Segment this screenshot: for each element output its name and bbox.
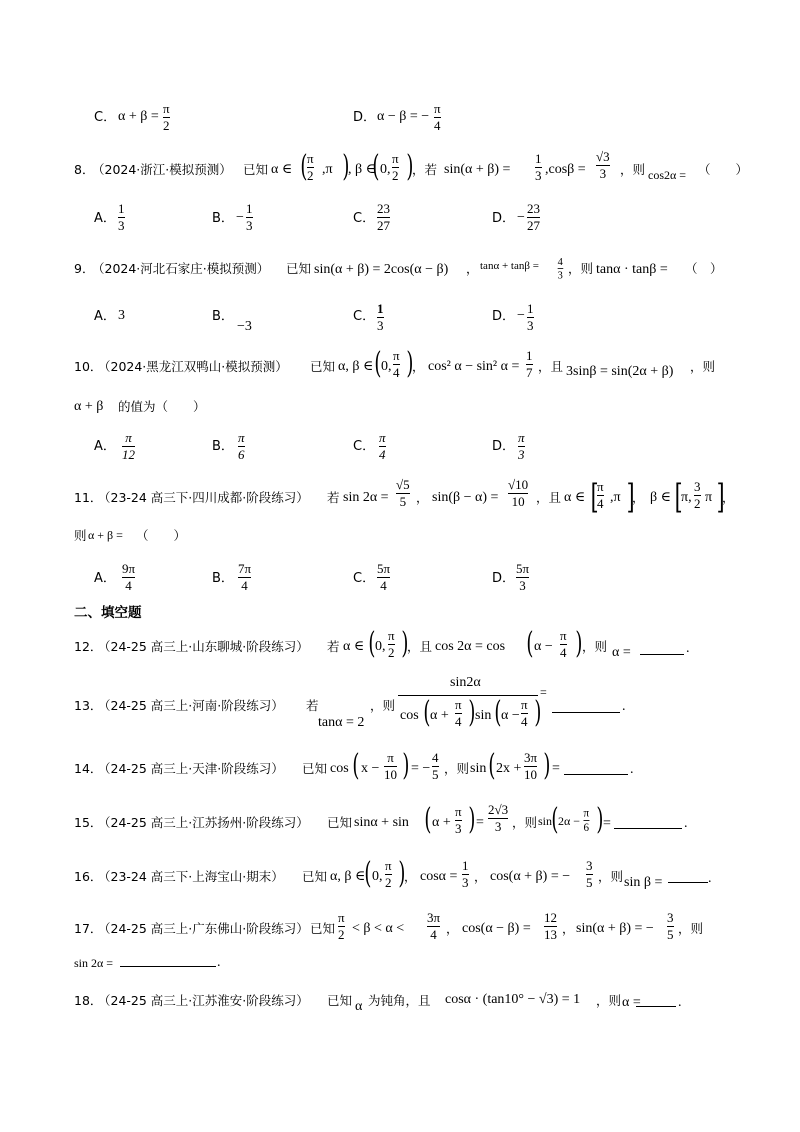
condition-alpha: α ∈ bbox=[271, 162, 293, 177]
answer-paren[interactable]: （ ） bbox=[685, 261, 723, 276]
q8-options bbox=[0, 198, 800, 238]
expression: sin bbox=[538, 814, 553, 828]
condition-zero: 0, bbox=[380, 162, 391, 177]
question-15 bbox=[0, 802, 800, 842]
expression-fraction: 3 5 bbox=[667, 910, 674, 942]
question-text: 若 bbox=[327, 490, 340, 505]
equals: = bbox=[603, 816, 611, 831]
bracket-left: [ bbox=[674, 477, 683, 517]
question-text: 若 bbox=[306, 698, 319, 713]
paren-left: ( bbox=[364, 856, 372, 891]
option-sign: − bbox=[517, 308, 525, 323]
paren-right: ) bbox=[402, 748, 410, 783]
paren-right: ) bbox=[596, 802, 604, 837]
question-16 bbox=[0, 856, 800, 896]
option-a-label[interactable]: A． bbox=[94, 309, 116, 324]
expression: sin(α + β) = − bbox=[576, 921, 654, 936]
condition-alpha: α ∈ bbox=[343, 639, 365, 654]
question-17 bbox=[0, 908, 800, 948]
expression: ,cosβ = bbox=[545, 162, 586, 177]
question-text: ，则 bbox=[512, 815, 538, 830]
denominator-fraction: π 4 bbox=[455, 697, 462, 729]
question-text: ，则 bbox=[582, 639, 608, 654]
bracket-left: [ bbox=[590, 477, 599, 517]
option-c-value: 5π 4 bbox=[377, 561, 391, 593]
question-number: 17． bbox=[74, 921, 103, 936]
question-source: （24-25 高三上·河南·阶段练习） bbox=[98, 698, 284, 713]
denominator-inner: α − bbox=[501, 708, 520, 723]
condition-fraction: π 2 bbox=[338, 910, 345, 942]
question-ask: sin β = bbox=[624, 875, 663, 890]
question-source: （2024·浙江·模拟预测） bbox=[92, 162, 232, 177]
paren-left: ( bbox=[526, 626, 534, 661]
answer-blank[interactable] bbox=[564, 774, 628, 775]
paren-left: ( bbox=[494, 695, 502, 730]
option-b-label[interactable]: B． bbox=[212, 309, 234, 324]
question-text: ，则 bbox=[598, 869, 624, 884]
question-text: ， bbox=[416, 490, 429, 505]
option-d-label[interactable]: D． bbox=[353, 110, 377, 125]
period: . bbox=[686, 641, 690, 656]
paren-left: ( bbox=[300, 149, 308, 184]
question-number: 15． bbox=[74, 815, 103, 830]
question-text: 为钝角，且 bbox=[368, 993, 431, 1008]
answer-blank[interactable] bbox=[614, 828, 682, 829]
expression: α + β bbox=[74, 399, 104, 414]
expression-fraction: π 6 bbox=[583, 806, 590, 834]
question-text: ， bbox=[412, 359, 425, 374]
expression: tanα + tanβ = bbox=[480, 260, 539, 272]
question-source: （2024·河北石家庄·模拟预测） bbox=[92, 261, 270, 276]
expression: cos 2α = cos bbox=[435, 639, 506, 654]
paren-right: ) bbox=[342, 149, 350, 184]
option-sign: − bbox=[517, 210, 525, 225]
expression-fraction: 3 5 bbox=[586, 858, 593, 890]
period: . bbox=[630, 762, 634, 777]
expression: 3sinβ = sin(2α + β) bbox=[566, 364, 674, 379]
option-a-label[interactable]: A． bbox=[94, 439, 116, 454]
condition-beta: β ∈ bbox=[650, 490, 671, 505]
option-d-label[interactable]: D． bbox=[492, 211, 516, 226]
condition-fraction: π 2 bbox=[392, 151, 399, 183]
expression-inner: x − bbox=[361, 761, 380, 776]
question-text: ，若 bbox=[412, 162, 438, 177]
value-fraction: 4 5 bbox=[432, 750, 439, 782]
expression: sin(α + β) = bbox=[444, 162, 511, 177]
option-b-value: −3 bbox=[237, 319, 252, 334]
question-number: 11． bbox=[74, 490, 103, 505]
option-a-label[interactable]: A． bbox=[94, 211, 116, 226]
expression-fraction: π 3 bbox=[455, 804, 462, 836]
condition-fraction: π 2 bbox=[385, 858, 392, 890]
paren-left: ( bbox=[368, 626, 376, 661]
question-source: （24-25 高三上·广东佛山·阶段练习） bbox=[98, 921, 309, 936]
paren-right: ) bbox=[406, 149, 414, 184]
expression-fraction: 1 3 bbox=[535, 151, 542, 183]
option-c-label[interactable]: C． bbox=[353, 439, 376, 454]
paren-right: ) bbox=[575, 626, 583, 661]
option-c-label[interactable]: C． bbox=[353, 571, 376, 586]
condition-beta: , β ∈ bbox=[348, 162, 376, 177]
question-12 bbox=[0, 626, 800, 666]
question-number: 9． bbox=[74, 261, 95, 276]
answer-blank[interactable] bbox=[668, 882, 708, 883]
variable: α bbox=[355, 999, 363, 1014]
question-source: （24-25 高三上·江苏淮安·阶段练习） bbox=[98, 993, 309, 1008]
condition-head: π, bbox=[681, 490, 692, 505]
paren-right: ) bbox=[401, 626, 409, 661]
bracket-right: ] bbox=[626, 477, 635, 517]
option-c-value: 23 27 bbox=[377, 201, 390, 233]
expression-fraction: 12 13 bbox=[544, 910, 557, 942]
denominator-inner: α + bbox=[430, 708, 449, 723]
question-number: 10． bbox=[74, 359, 103, 374]
period: . bbox=[622, 699, 626, 714]
expression-inner: 2x + bbox=[496, 761, 522, 776]
bracket-right: ] bbox=[716, 477, 725, 517]
equals: = bbox=[540, 685, 547, 699]
condition-alpha: α ∈ bbox=[564, 490, 586, 505]
q11-options bbox=[0, 558, 800, 598]
expression: cosα = bbox=[420, 869, 458, 884]
period: . bbox=[678, 995, 682, 1010]
answer-blank[interactable] bbox=[636, 1006, 676, 1007]
question-text: ，则 bbox=[596, 993, 622, 1008]
question-text: 已知 bbox=[327, 993, 353, 1008]
condition-tail: ,π bbox=[610, 490, 621, 505]
expression: sin bbox=[470, 761, 487, 776]
paren-left: ( bbox=[551, 802, 559, 837]
expression-fraction: √10 10 bbox=[508, 477, 529, 509]
expression-fraction: 1 3 bbox=[462, 858, 469, 890]
question-text: 已知 bbox=[302, 869, 328, 884]
expression: sin(α + β) = 2cos(α − β) bbox=[314, 262, 449, 277]
question-18 bbox=[0, 980, 800, 1020]
option-d-value: 5π 3 bbox=[516, 561, 530, 593]
option-d-label[interactable]: D． bbox=[492, 439, 516, 454]
paren-right: ) bbox=[406, 346, 414, 381]
condition: < β < α < bbox=[352, 921, 405, 936]
option-b-value: 7π 4 bbox=[238, 561, 252, 593]
q7-options bbox=[0, 100, 800, 140]
value-fraction: 2√3 3 bbox=[488, 802, 509, 834]
condition: tanα = 2 bbox=[318, 715, 365, 730]
period: . bbox=[217, 955, 221, 970]
denominator-sin: sin bbox=[475, 708, 492, 723]
option-d-label[interactable]: D． bbox=[492, 571, 516, 586]
question-ask: tanα · tanβ = bbox=[596, 262, 668, 277]
question-number: 13． bbox=[74, 698, 103, 713]
question-source: （24-25 高三上·山东聊城·阶段练习） bbox=[98, 639, 309, 654]
option-a-label[interactable]: A． bbox=[94, 571, 116, 586]
question-text: ，且 bbox=[407, 639, 433, 654]
question-number: 8． bbox=[74, 162, 95, 177]
question-source: （23-24 高三下·上海宝山·期末） bbox=[98, 869, 284, 884]
question-text: ， bbox=[562, 921, 575, 936]
question-text: ， bbox=[404, 869, 417, 884]
paren-right: ) bbox=[534, 695, 542, 730]
expression-inner: 2α − bbox=[558, 814, 581, 828]
section-title: 二、填空题 bbox=[74, 605, 142, 621]
question-text: ， bbox=[446, 921, 459, 936]
question-text: 已知 bbox=[286, 261, 312, 276]
option-c-fraction: π 2 bbox=[163, 101, 170, 133]
question-text: 已知 bbox=[327, 815, 353, 830]
option-a-value: 1 3 bbox=[118, 201, 125, 233]
expression: cosα · (tan10° − √3) = 1 bbox=[445, 992, 581, 1007]
option-b-value: π 6 bbox=[238, 430, 245, 462]
question-source: （2024·黑龙江双鸭山·模拟预测） bbox=[98, 359, 288, 374]
question-10-line2 bbox=[0, 390, 800, 430]
option-c-expr: α + β = bbox=[118, 109, 159, 124]
question-ask: sin 2α = bbox=[74, 956, 114, 970]
option-d-expr: α − β = − bbox=[377, 109, 430, 124]
question-ask: cos2α = bbox=[648, 168, 687, 182]
question-text: ，则 bbox=[370, 698, 396, 713]
answer-blank[interactable] bbox=[640, 654, 684, 655]
condition-zero: 0, bbox=[381, 359, 392, 374]
paren-right: ) bbox=[468, 802, 476, 837]
expression: α + β = bbox=[88, 528, 123, 542]
question-text: ，则 bbox=[620, 162, 646, 177]
expression: sin(β − α) = bbox=[432, 490, 499, 505]
expression: sinα + sin bbox=[354, 815, 409, 830]
question-text: 的值为（ ） bbox=[118, 399, 206, 414]
question-ask: α = bbox=[612, 645, 631, 660]
question-11-line2 bbox=[0, 522, 800, 562]
condition-fraction: π 2 bbox=[307, 151, 314, 183]
question-text: ，则 bbox=[568, 261, 594, 276]
option-c-value: π 4 bbox=[379, 430, 386, 462]
answer-blank[interactable] bbox=[120, 966, 216, 967]
answer-paren[interactable]: （ ） bbox=[698, 162, 749, 177]
option-b-label[interactable]: B． bbox=[212, 211, 234, 226]
expression-inner: α − bbox=[534, 639, 553, 654]
question-number: 16． bbox=[74, 869, 103, 884]
expression-fraction: 1 7 bbox=[526, 348, 533, 380]
option-d-label[interactable]: D． bbox=[492, 309, 516, 324]
option-d-value: 23 27 bbox=[527, 201, 540, 233]
condition-fraction: π 4 bbox=[393, 348, 400, 380]
equals: = bbox=[552, 761, 560, 776]
expression: cos(α + β) = − bbox=[490, 869, 571, 884]
expression-fraction: π 10 bbox=[384, 750, 397, 782]
paren-left: ( bbox=[352, 748, 360, 783]
answer-paren[interactable]: （ ） bbox=[136, 528, 187, 543]
denominator-cos: cos bbox=[400, 708, 419, 723]
option-b-label[interactable]: B． bbox=[212, 571, 234, 586]
expression-fraction: 4 3 bbox=[557, 255, 563, 281]
condition-fraction: π 4 bbox=[597, 479, 604, 511]
q10-options bbox=[0, 428, 800, 468]
paren-right: ) bbox=[398, 856, 406, 891]
question-11 bbox=[0, 476, 800, 516]
question-source: （24-25 高三上·江苏扬州·阶段练习） bbox=[98, 815, 309, 830]
condition-fraction: π 2 bbox=[388, 628, 395, 660]
condition-zero: 0, bbox=[375, 639, 386, 654]
expression-fraction: √5 5 bbox=[396, 477, 410, 509]
option-b-value: 1 3 bbox=[246, 201, 253, 233]
question-13 bbox=[0, 672, 800, 732]
paren-left: ( bbox=[424, 802, 432, 837]
condition-zero: 0, bbox=[372, 869, 383, 884]
condition-fraction: 3 2 bbox=[694, 479, 701, 511]
question-9 bbox=[0, 253, 800, 293]
question-source: （24-25 高三上·天津·阶段练习） bbox=[98, 761, 284, 776]
question-8 bbox=[0, 148, 800, 188]
equals: = bbox=[476, 815, 484, 830]
question-ask: α = bbox=[622, 995, 641, 1010]
condition-tail: π bbox=[705, 490, 713, 505]
expression: sin 2α = bbox=[343, 490, 389, 505]
question-14 bbox=[0, 748, 800, 788]
paren-right: ) bbox=[468, 695, 476, 730]
question-text: ， bbox=[466, 261, 479, 276]
question-text: ，且 bbox=[538, 359, 564, 374]
expression: cos² α − sin² α = bbox=[428, 359, 520, 374]
paren-left: ( bbox=[374, 346, 382, 381]
equals: = − bbox=[411, 761, 431, 776]
question-number: 14． bbox=[74, 761, 103, 776]
option-b-label[interactable]: B． bbox=[212, 439, 234, 454]
question-source: （23-24 高三下·四川成都·阶段练习） bbox=[98, 490, 309, 505]
question-text: ，则 bbox=[678, 921, 704, 936]
question-text: ， bbox=[722, 490, 735, 505]
expression: cos bbox=[330, 761, 349, 776]
option-c-label[interactable]: C． bbox=[353, 309, 376, 324]
expression-inner: α + bbox=[432, 815, 451, 830]
option-a-value: 9π 4 bbox=[122, 561, 136, 593]
expression-fraction: 3π 10 bbox=[524, 750, 538, 782]
paren-left: ( bbox=[488, 748, 496, 783]
option-sign: − bbox=[236, 210, 244, 225]
q9-options bbox=[0, 300, 800, 340]
option-d-value: 1 3 bbox=[527, 301, 534, 333]
question-text: 若 bbox=[327, 639, 340, 654]
period: . bbox=[708, 871, 712, 886]
option-c-value: 1 3 bbox=[377, 301, 384, 333]
question-text: 已知 bbox=[310, 921, 336, 936]
question-text: 已知 bbox=[243, 162, 269, 177]
expression-fraction: √3 3 bbox=[596, 149, 610, 181]
period: . bbox=[684, 816, 688, 831]
denominator-fraction: π 4 bbox=[521, 697, 528, 729]
question-number: 12． bbox=[74, 639, 103, 654]
expression: cos(α − β) = bbox=[462, 921, 531, 936]
condition: α, β ∈ bbox=[338, 359, 374, 374]
option-c-label[interactable]: C． bbox=[94, 110, 117, 125]
option-d-value: π 3 bbox=[518, 430, 525, 462]
option-c-label[interactable]: C． bbox=[353, 211, 376, 226]
condition-tail: ,π bbox=[322, 162, 333, 177]
question-text: ，则 bbox=[444, 761, 470, 776]
question-text: ， bbox=[474, 869, 487, 884]
question-text: 已知 bbox=[310, 359, 336, 374]
option-a-value: π 12 bbox=[122, 430, 135, 462]
option-a-value: 3 bbox=[118, 308, 125, 323]
paren-left: ( bbox=[372, 149, 380, 184]
question-text: 已知 bbox=[302, 761, 328, 776]
option-d-fraction: π 4 bbox=[434, 101, 441, 133]
question-text: ，且 bbox=[536, 490, 562, 505]
question-10 bbox=[0, 347, 800, 387]
paren-right: ) bbox=[543, 748, 551, 783]
question-text: 则 bbox=[74, 528, 87, 543]
condition-fraction: 3π 4 bbox=[427, 910, 441, 942]
question-number: 18． bbox=[74, 993, 103, 1008]
expression-fraction: π 4 bbox=[560, 628, 567, 660]
question-text: ， bbox=[632, 490, 645, 505]
question-text: ，则 bbox=[690, 359, 716, 374]
answer-blank[interactable] bbox=[552, 712, 620, 713]
paren-left: ( bbox=[423, 695, 431, 730]
fraction-numerator: sin2α bbox=[450, 675, 481, 690]
condition: α, β ∈ bbox=[330, 869, 366, 884]
